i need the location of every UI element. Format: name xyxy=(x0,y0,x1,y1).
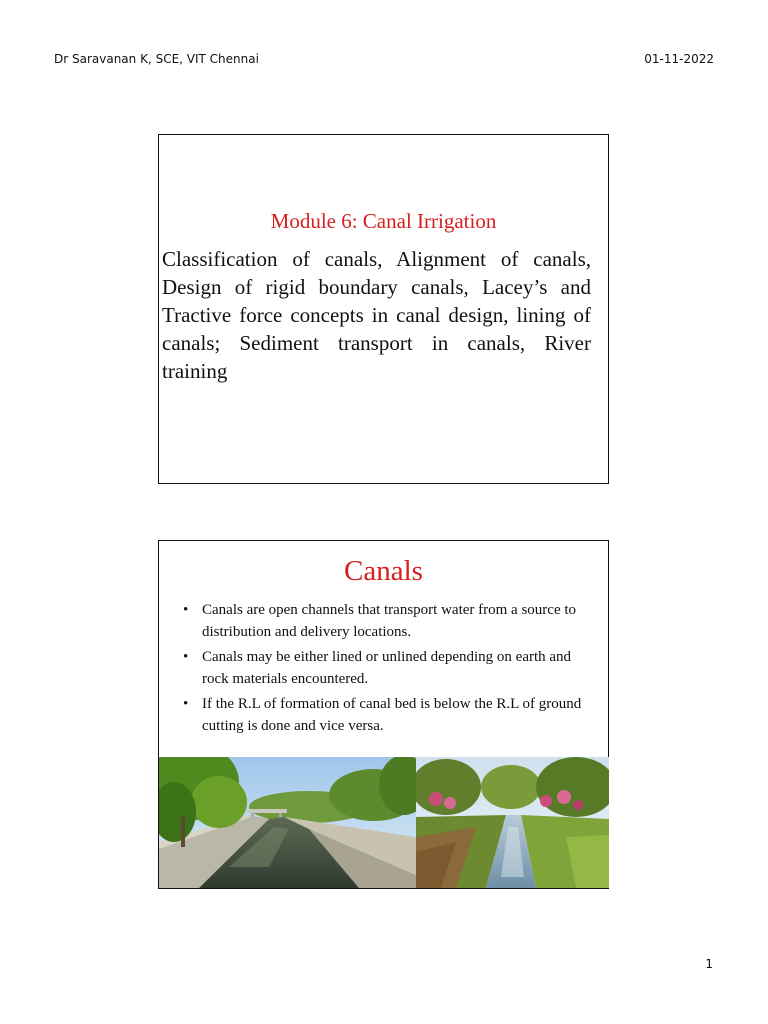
slide-body-text: Classification of canals, Alignment of canals, Design of rigid boundary canals, Lacey’s and Tractive force concepts in canal design, lining of canals; Sediment transport in canals, River training xyxy=(162,247,591,383)
bullet-text: Canals are open channels that transport water from a source to distribution and delivery locations. xyxy=(202,602,577,640)
bullet-icon: • xyxy=(183,696,189,712)
slide-canals xyxy=(158,540,609,889)
bullet-item xyxy=(179,599,588,643)
bullet-item xyxy=(179,646,588,690)
header-date: 01-11-2022 xyxy=(644,52,714,66)
bullet-text: Canals may be either lined or unlined depending on earth and rock materials encountered. xyxy=(202,649,572,687)
earthen-canal-photo-icon xyxy=(416,757,609,888)
bullet-item xyxy=(179,693,588,737)
bullet-list xyxy=(179,599,588,740)
slide-title: Canals xyxy=(344,555,423,587)
bullet-icon: • xyxy=(183,649,189,665)
concrete-lined-canal-photo-icon xyxy=(159,757,416,888)
slide-module-6 xyxy=(158,134,609,484)
page-number: 1 xyxy=(705,957,713,971)
header-author: Dr Saravanan K, SCE, VIT Chennai xyxy=(54,52,259,66)
bullet-text: If the R.L of formation of canal bed is below the R.L of ground cutting is done and vice versa. xyxy=(202,696,582,734)
slide-title: Module 6: Canal Irrigation xyxy=(270,209,497,233)
bullet-icon: • xyxy=(183,602,189,618)
